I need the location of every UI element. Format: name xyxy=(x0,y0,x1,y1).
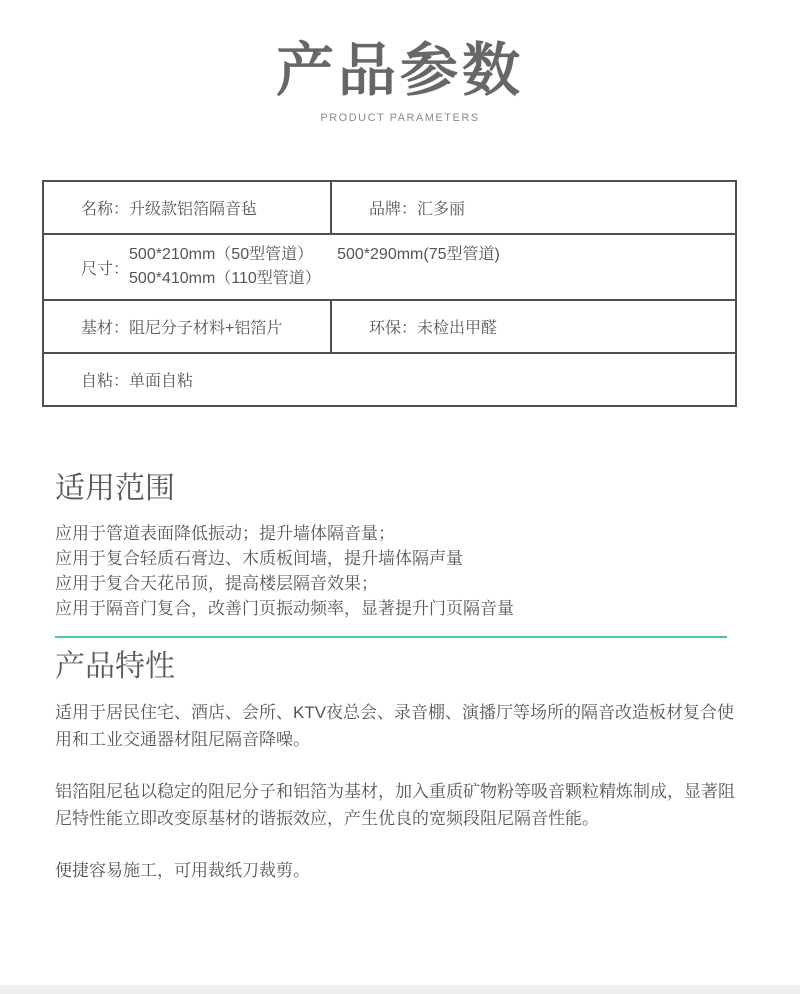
spec-table xyxy=(42,180,737,407)
page-header xyxy=(0,0,800,124)
spec-row-base-env xyxy=(44,299,735,352)
features-heading: 产品特性 xyxy=(55,650,175,683)
section-divider xyxy=(55,636,727,638)
spec-size-item-75: 500*290mm(75型管道) xyxy=(337,246,500,263)
spec-size-item-50: 500*210mm（50型管道） xyxy=(129,246,314,263)
page-title: 产品参数 xyxy=(275,38,524,103)
spec-size-values xyxy=(129,243,500,291)
scope-line: 应用于复合轻质石膏边、木质板间墙，提升墙体隔声量 xyxy=(55,549,463,568)
spec-cell-environmental: 环保：未检出甲醛 xyxy=(369,320,498,337)
scope-heading: 适用范围 xyxy=(55,472,175,505)
scope-line: 应用于复合天花吊顶，提高楼层隔音效果； xyxy=(55,574,378,593)
spec-row-size xyxy=(44,233,735,299)
feature-paragraph: 适用于居民住宅、酒店、会所、KTV夜总会、录音棚、演播厅等场所的隔音改造板材复合使用和工业交通器材阻尼隔音降噪。 xyxy=(55,703,735,749)
spec-row-name-brand xyxy=(44,182,735,233)
spec-cell-brand: 品牌：汇多丽 xyxy=(369,201,466,218)
spec-row-adhesive xyxy=(44,352,735,405)
scope-line: 应用于管道表面降低振动；提升墙体隔音量； xyxy=(55,524,395,543)
scope-line: 应用于隔音门复合，改善门页振动频率，显著提升门页隔音量 xyxy=(55,599,514,618)
spec-cell-size xyxy=(44,235,735,299)
spec-cell-name: 名称：升级款铝箔隔音毡 xyxy=(44,182,332,233)
spec-size-label: 尺寸： xyxy=(81,260,130,278)
footer-strip xyxy=(0,985,800,994)
scope-section xyxy=(55,470,740,621)
feature-paragraph: 便捷容易施工，可用裁纸刀裁剪。 xyxy=(55,861,310,880)
feature-paragraph: 铝箔阻尼毡以稳定的阻尼分子和铝箔为基材，加入重质矿物粉等吸音颗粒精炼制成，显著阻尼特性能立即改变原基材的谐振效应，产生优良的宽频段阻尼隔音性能。 xyxy=(55,782,735,828)
features-section xyxy=(55,648,745,909)
spec-size-item-110: 500*410mm（110型管道） xyxy=(129,270,321,287)
page-subtitle: PRODUCT PARAMETERS xyxy=(320,112,480,124)
spec-cell-base-material: 基材：阻尼分子材料+铝箔片 xyxy=(44,301,332,352)
spec-cell-adhesive: 自粘：单面自粘 xyxy=(81,373,194,390)
